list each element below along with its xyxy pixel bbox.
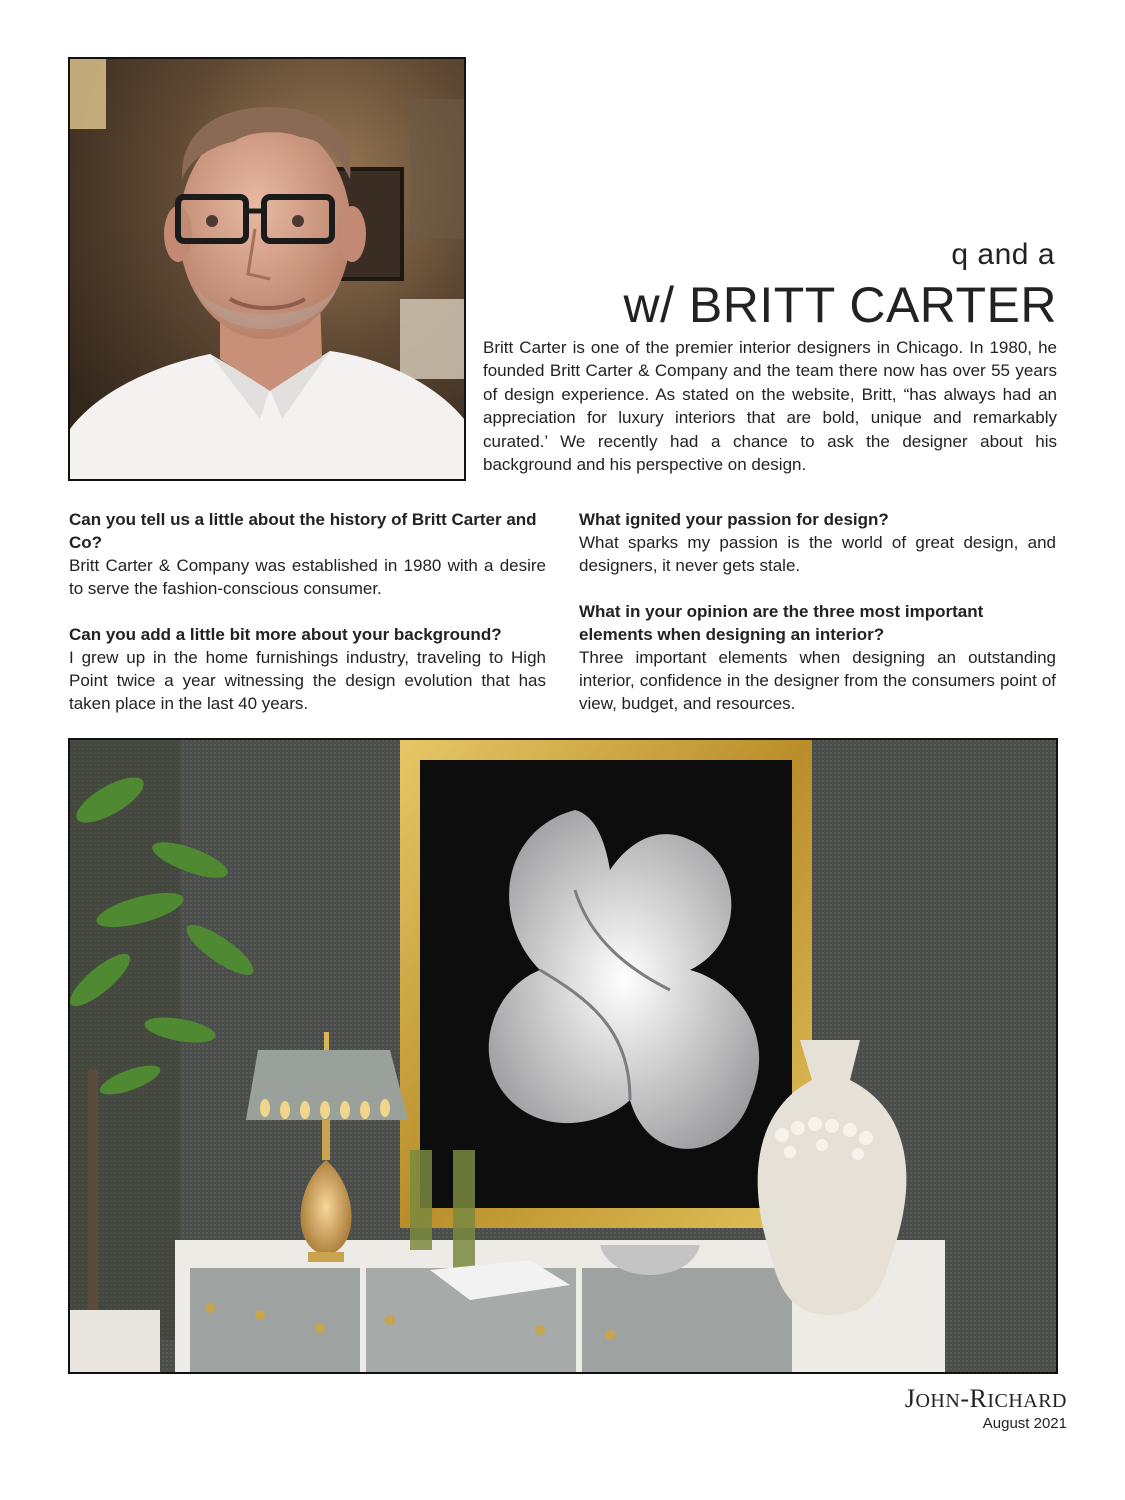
answer: Three important elements when designing an outstanding interior, confidence in the designer from the consumers point of view, budget, and resources. [579, 648, 1056, 713]
question: What ignited your passion for design? [579, 510, 889, 529]
question: What in your opinion are the three most important elements when designing an interior? [579, 602, 984, 644]
brand-dash: - [960, 1384, 970, 1413]
intro-paragraph: Britt Carter is one of the premier interior designers in Chicago. In 1980, he founded Britt Carter & Company and the team there now has over 55 years of design experience. As stated on the website, Britt, “has always had an appreciation for luxury interiors that are bold, unique and remarkably curated.’ We recently had a chance to ask the designer about his background and his perspective on design. [483, 338, 1057, 475]
brand-initial-r: R [969, 1384, 988, 1413]
answer: I grew up in the home furnishings industry, traveling to High Point twice a year witnessing the design evolution that has taken place in the last 40 years. [69, 648, 546, 713]
qa-column-right [579, 508, 1056, 738]
answer: Britt Carter & Company was established in 1980 with a desire to serve the fashion-conscious consumer. [69, 556, 546, 598]
brand-part-ohn: OHN [915, 1390, 961, 1412]
interior-photo [68, 738, 1058, 1374]
brand-initial-j: J [904, 1384, 916, 1413]
issue-date: August 2021 [982, 1415, 1067, 1432]
qa-column-left [69, 508, 546, 738]
qa-item [69, 623, 546, 715]
qa-item [579, 600, 1056, 715]
interior-illustration [70, 740, 1056, 1372]
kicker-text: q and a [951, 238, 1055, 271]
portrait-illustration [70, 59, 464, 479]
question: Can you add a little bit more about your background? [69, 625, 502, 644]
page-title: w/ BRITT CARTER [623, 277, 1057, 333]
brand-part-ichard: ICHARD [987, 1390, 1067, 1412]
qa-item [69, 508, 546, 600]
qa-item [579, 508, 1056, 577]
answer: What sparks my passion is the world of great design, and designers, it never gets stale. [579, 533, 1056, 575]
question: Can you tell us a little about the history of Britt Carter and Co? [69, 510, 537, 552]
brand-logo [905, 1384, 1067, 1414]
portrait-photo [68, 57, 466, 481]
